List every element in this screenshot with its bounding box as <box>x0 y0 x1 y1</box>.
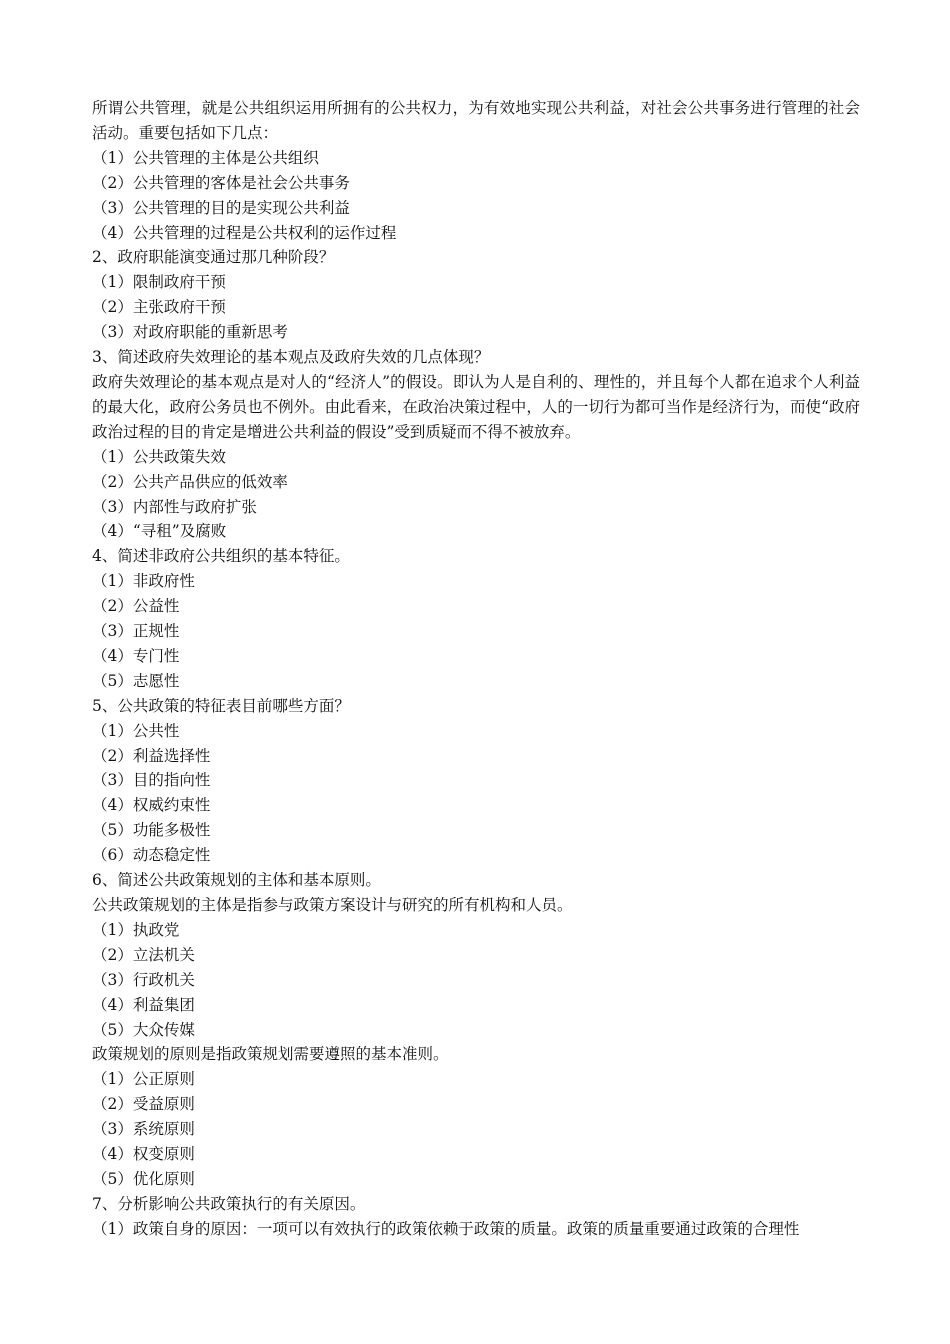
list-item: （3）内部性与政府扩张 <box>92 497 257 516</box>
list-item: （1）公正原则 <box>92 1070 195 1089</box>
list-item: （5）志愿性 <box>92 671 180 690</box>
list-item: （2）受益原则 <box>92 1095 195 1114</box>
list-item: （2）主张政府干预 <box>92 298 226 317</box>
list-item: （2）公共产品供应的低效率 <box>92 472 288 491</box>
question-heading-6: 6、简述公共政策规划的主体和基本原则。 <box>92 871 381 890</box>
list-item: （1）非政府性 <box>92 572 195 591</box>
list-item: （3）行政机关 <box>92 970 195 989</box>
q3-paragraph: 政府失效理论的基本观点是对人的“经济人”的假设。即认为人是自利的、理性的，并且每个人都在追求个人利益的最大化，政府公务员也不例外。由此看来，在政治决策过程中，人的一切行为都可当作是经济行为，而使“政府政治过程的目的肯定是增进公共利益的假设”受到质疑而不得不被放弃。 <box>92 372 860 441</box>
list-item: （4）“寻租”及腐败 <box>92 522 227 541</box>
question-heading-3: 3、简述政府失效理论的基本观点及政府失效的几点体现？ <box>92 348 490 367</box>
list-item: （3）正规性 <box>92 622 180 641</box>
list-item: （3）对政府职能的重新思考 <box>92 323 288 342</box>
q6-paragraph-2: 政策规划的原则是指政策规划需要遵照的基本准则。 <box>92 1045 449 1064</box>
list-item: （2）公共管理的客体是社会公共事务 <box>92 173 350 192</box>
question-heading-5: 5、公共政策的特征表目前哪些方面？ <box>92 696 350 715</box>
document-page <box>92 96 860 1242</box>
intro-paragraph: 所谓公共管理，就是公共组织运用所拥有的公共权力，为有效地实现公共利益，对社会公共事务进行管理的社会活动。重要包括如下几点： <box>92 99 860 142</box>
question-heading-7: 7、分析影响公共政策执行的有关原因。 <box>92 1194 366 1213</box>
question-heading-4: 4、简述非政府公共组织的基本特征。 <box>92 547 350 566</box>
list-item: （5）功能多极性 <box>92 821 211 840</box>
q6-paragraph-1: 公共政策规划的主体是指参与政策方案设计与研究的所有机构和人员。 <box>92 896 573 914</box>
question-heading-2: 2、政府职能演变通过那几种阶段？ <box>92 248 335 267</box>
list-item: （3）目的指向性 <box>92 771 211 790</box>
list-item: （2）利益选择性 <box>92 746 211 765</box>
list-item: （1）公共政策失效 <box>92 447 226 466</box>
list-item: （1）公共性 <box>92 721 180 740</box>
list-item: （4）专门性 <box>92 646 180 665</box>
list-item: （5）大众传媒 <box>92 1020 195 1039</box>
list-item: （4）利益集团 <box>92 995 195 1014</box>
list-item: （1）执政党 <box>92 920 180 939</box>
list-item: （4）权变原则 <box>92 1145 195 1164</box>
list-item: （2）立法机关 <box>92 945 195 964</box>
list-item: （3）系统原则 <box>92 1120 195 1139</box>
list-item: （2）公益性 <box>92 597 180 616</box>
list-item: （1）限制政府干预 <box>92 273 226 292</box>
list-item: （1）政策自身的原因：一项可以有效执行的政策依赖于政策的质量。政策的质量重要通过政策的合理性 <box>92 1219 800 1238</box>
list-item: （5）优化原则 <box>92 1169 195 1188</box>
list-item: （1）公共管理的主体是公共组织 <box>92 148 319 167</box>
list-item: （6）动态稳定性 <box>92 846 211 865</box>
list-item: （4）公共管理的过程是公共权利的运作过程 <box>92 223 397 242</box>
list-item: （3）公共管理的目的是实现公共利益 <box>92 198 350 217</box>
list-item: （4）权威约束性 <box>92 796 211 815</box>
